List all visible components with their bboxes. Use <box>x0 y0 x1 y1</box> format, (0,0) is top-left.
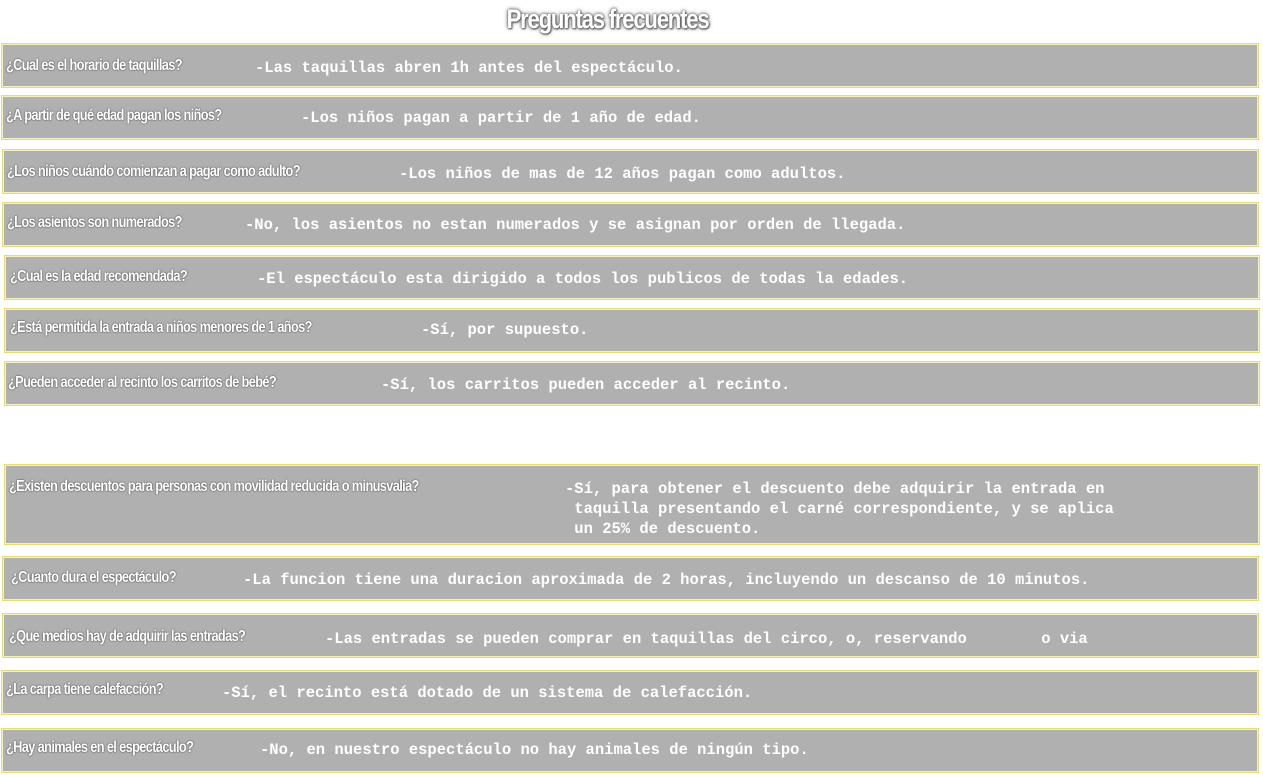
faq-question: ¿Hay animales en el espectáculo? <box>6 739 194 756</box>
faq-answer: -Los niños de mas de 12 años pagan como adultos. <box>399 165 846 183</box>
faq-question: ¿La carpa tiene calefacción? <box>6 681 164 698</box>
faq-question: ¿A partir de qué edad pagan los niños? <box>6 107 222 124</box>
faq-answer: -No, los asientos no estan numerados y se asignan por orden de llegada. <box>245 216 906 234</box>
faq-answer: -Sí, los carritos pueden acceder al recinto. <box>381 376 791 394</box>
faq-item-disability-discount <box>4 464 1260 545</box>
page-title: Preguntas frecuentes <box>506 4 709 34</box>
faq-question: ¿Existen descuentos para personas con movilidad reducida o minusvalia? <box>9 478 419 495</box>
faq-answer: -Las taquillas abren 1h antes del espectáculo. <box>255 59 683 77</box>
faq-item-ticket-purchase <box>2 613 1259 658</box>
faq-item-animals <box>1 728 1259 773</box>
faq-answer: -Sí, para obtener el descuento debe adquirir la entrada en taquilla presentando el carné correspondiente, y se aplica un 25% de descuento. <box>565 480 1114 538</box>
faq-question: ¿Pueden acceder al recinto los carritos de bebé? <box>8 374 277 391</box>
faq-question: ¿Los asientos son numerados? <box>7 214 182 231</box>
faq-answer: -El espectáculo esta dirigido a todos los publicos de todas la edades. <box>257 270 909 288</box>
faq-answer: -Las entradas se pueden comprar en taquillas del circo, o, reservando o via <box>325 630 1088 648</box>
faq-item-numbered-seats <box>2 202 1259 247</box>
faq-item-heating <box>1 670 1259 715</box>
faq-question: ¿Está permitida la entrada a niños menores de 1 años? <box>10 319 312 336</box>
faq-item-children-pricing <box>1 95 1259 140</box>
faq-answer: -Sí, por supuesto. <box>421 321 589 339</box>
faq-answer: -Los niños pagan a partir de 1 año de edad. <box>301 109 701 127</box>
faq-answer: -Sí, el recinto está dotado de un sistema de calefacción. <box>222 684 753 702</box>
faq-question: ¿Los niños cuándo comienzan a pagar como adulto? <box>7 163 300 180</box>
faq-answer: -La funcion tiene una duracion aproximada de 2 horas, incluyendo un descanso de 10 minutos. <box>243 571 1090 589</box>
faq-item-box-office-hours <box>1 43 1259 88</box>
faq-item-strollers <box>4 361 1260 406</box>
faq-item-recommended-age <box>4 255 1260 300</box>
faq-question: ¿Cual es el horario de taquillas? <box>6 57 182 74</box>
faq-answer: -No, en nuestro espectáculo no hay animales de ningún tipo. <box>260 741 809 759</box>
faq-question: ¿Cuanto dura el espectáculo? <box>11 569 176 586</box>
faq-question: ¿Que medios hay de adquirir las entradas? <box>9 628 246 645</box>
faq-item-show-duration <box>2 556 1259 601</box>
faq-item-infants-entry <box>4 308 1260 353</box>
faq-item-adult-price-age <box>2 149 1259 194</box>
faq-question: ¿Cual es la edad recomendada? <box>10 268 188 285</box>
